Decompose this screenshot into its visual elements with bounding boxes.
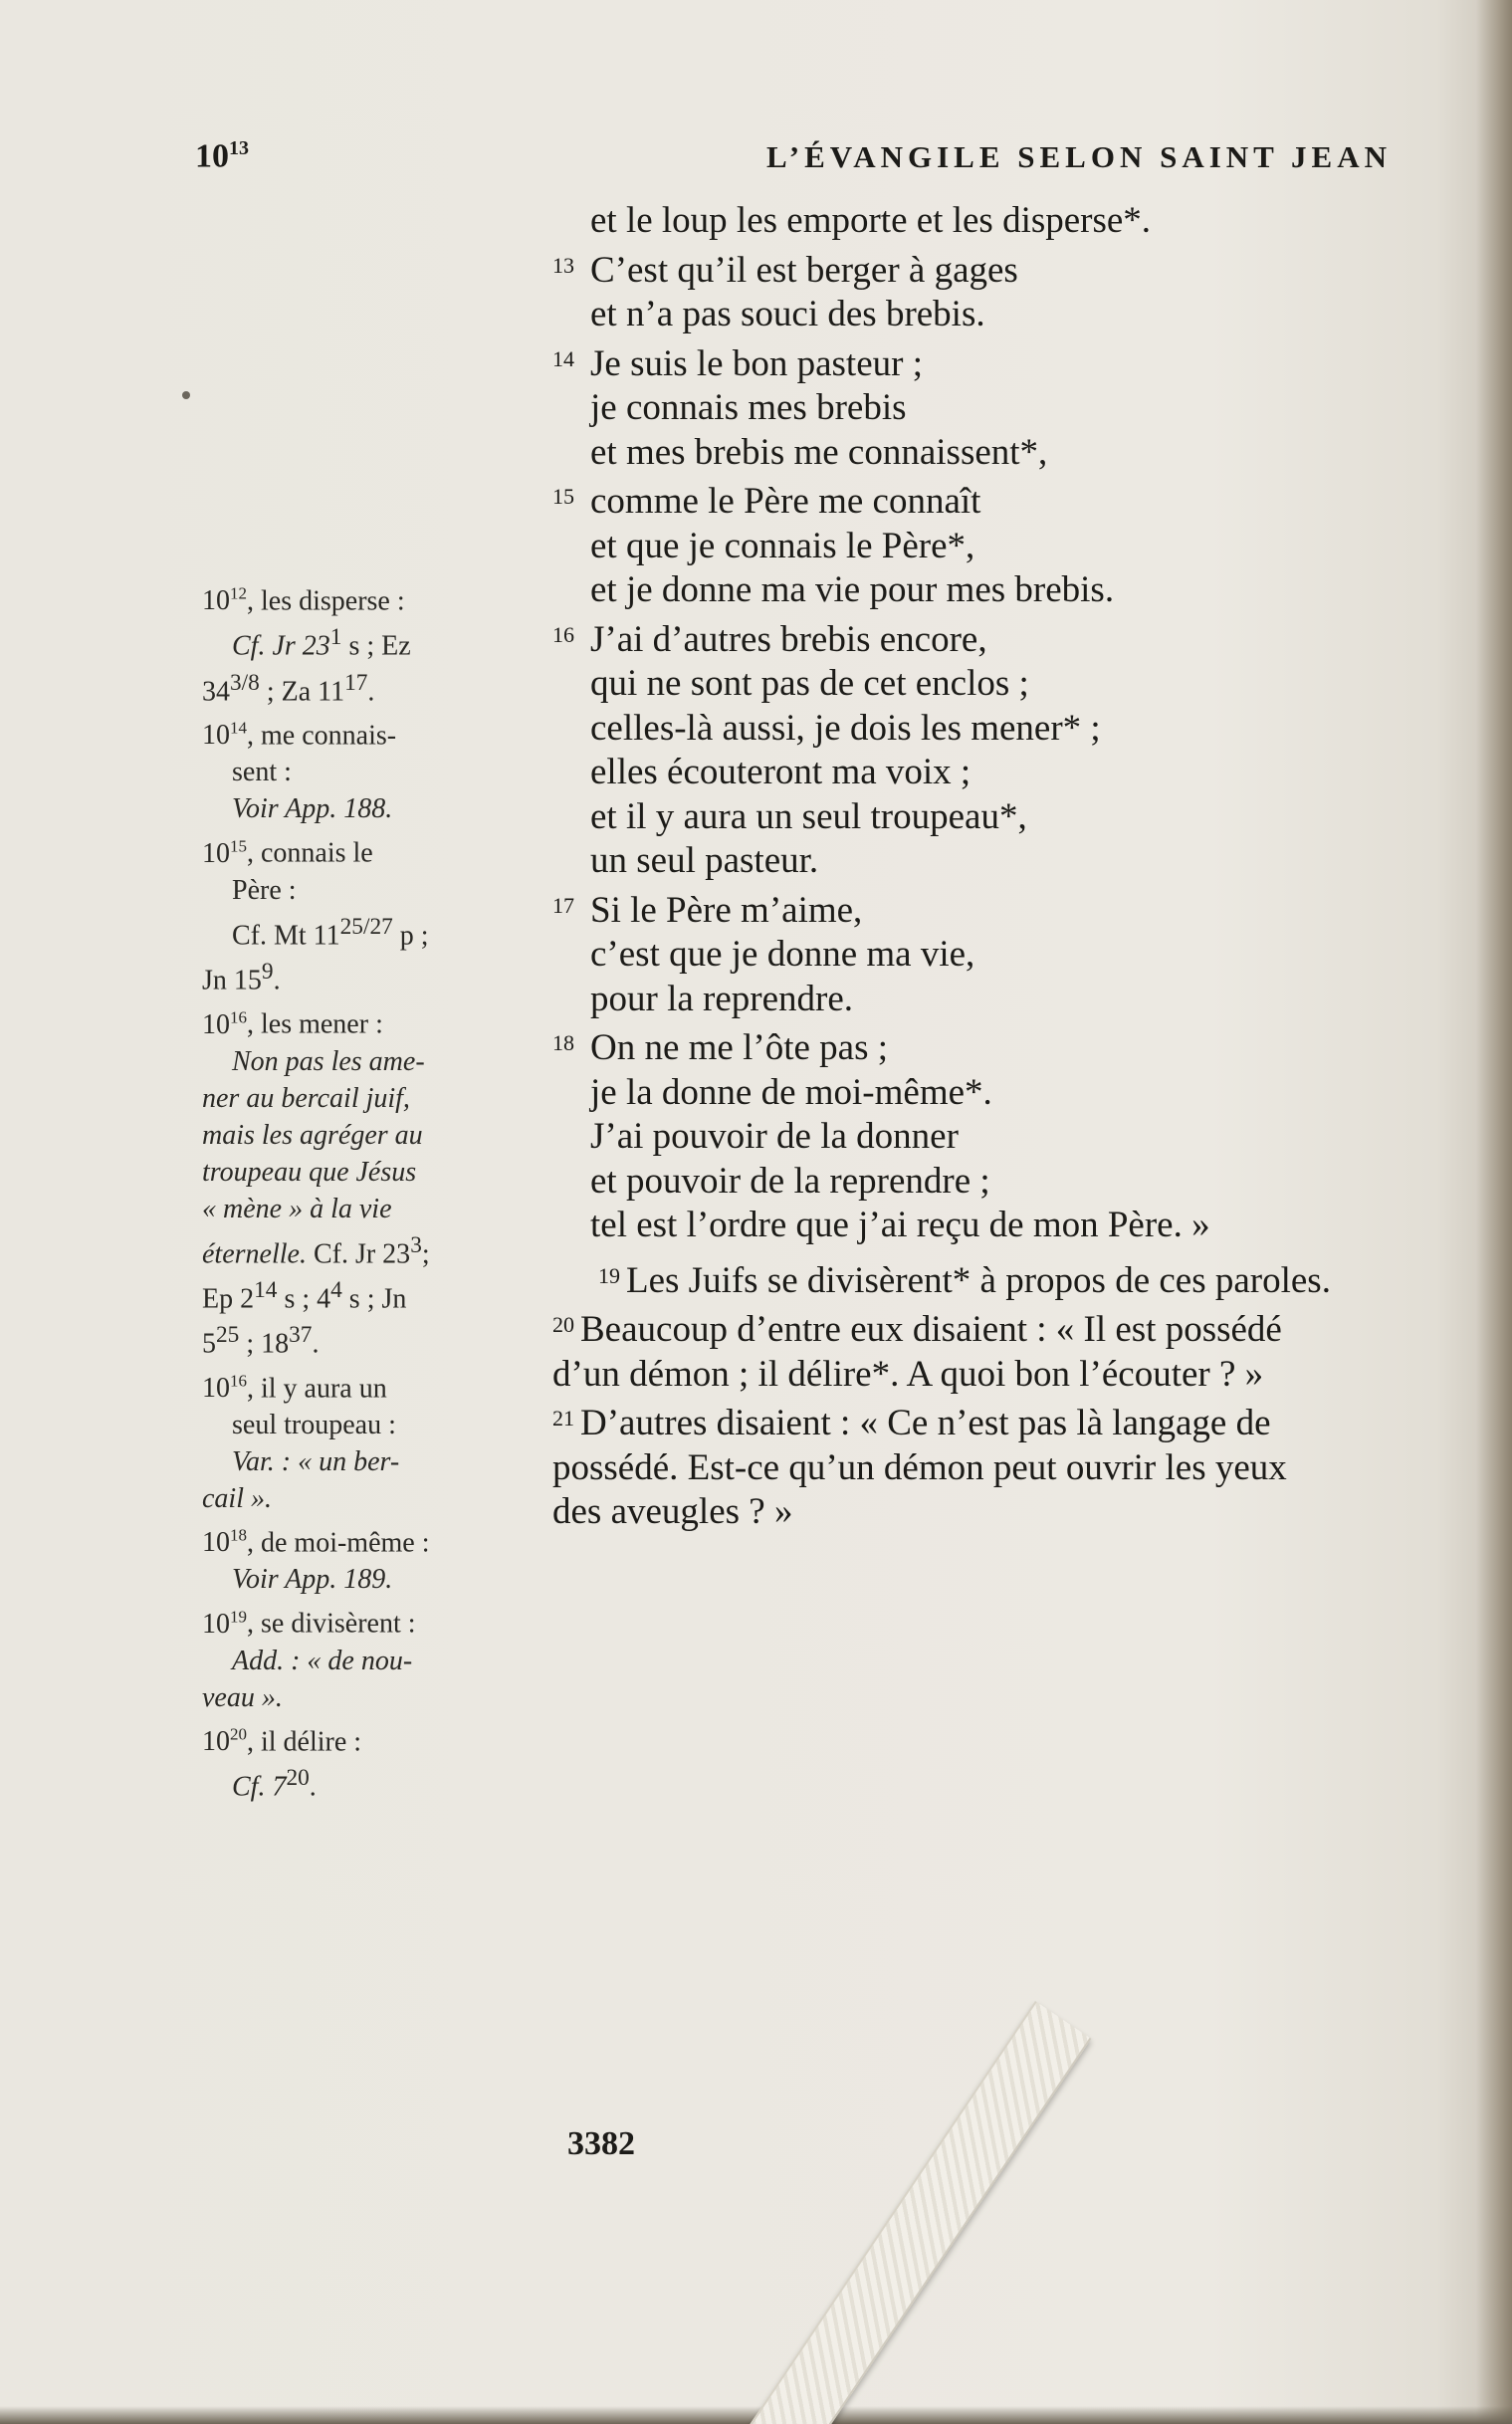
text-line: je connais mes brebis xyxy=(590,387,907,428)
verse-number: 21 xyxy=(552,1406,574,1431)
note-line: Voir App. 189. xyxy=(232,1564,393,1596)
note-line: cail ». xyxy=(202,1482,272,1514)
text-line: celles-là aussi, je dois les mener* ; xyxy=(590,707,1101,749)
note-line: « mène » à la vie xyxy=(202,1193,392,1224)
note-line: Cf. Mt $11^{25/27}$ p ; xyxy=(232,913,429,951)
text-line: d’un démon ; il délire*. A quoi bon l’écouter ? » xyxy=(552,1353,1264,1395)
note-line: $10^{14}$, me connais- xyxy=(202,718,397,752)
text-line: $^{19}$ Les Juifs se divisèrent* à propos de ces paroles. xyxy=(598,1259,1331,1301)
note-line: $5^{25}$ ; $18^{37}$. xyxy=(202,1322,320,1360)
text-line: 15 comme le Père me connaît xyxy=(552,475,1468,525)
margin-dot-mark xyxy=(182,391,190,399)
note-line: troupeau que Jésus xyxy=(202,1156,417,1188)
text-line: 13 C’est qu’il est berger à gages xyxy=(552,244,1468,294)
text-line: possédé. Est-ce qu’un démon peut ouvrir les yeux xyxy=(552,1446,1287,1488)
text-line: et je donne ma vie pour mes brebis. xyxy=(590,569,1115,610)
note-line: seul troupeau : xyxy=(232,1409,396,1440)
running-title: L’ÉVANGILE SELON SAINT JEAN xyxy=(765,139,1392,174)
note-line: Ep $2^{14}$ s ; $4^4$ s ; Jn xyxy=(202,1276,407,1315)
verse-number: 20 xyxy=(552,1312,574,1337)
note-line: éternelle. Cf. Jr $23^3$; xyxy=(202,1231,430,1269)
verse-number: 18 xyxy=(552,1030,574,1055)
text-line: elles écouteront ma voix ; xyxy=(590,752,972,792)
text-line: $^{20}$ Beaucoup d’entre eux disaient : « Il est possédé xyxy=(552,1309,1282,1350)
note-line: $10^{16}$, les mener : xyxy=(202,1007,383,1040)
note-line: $10^{19}$, se divisèrent : xyxy=(202,1607,416,1640)
page-number: 3382 xyxy=(567,2125,635,2162)
note-line: $10^{15}$, connais le xyxy=(202,836,373,869)
note-line: mais les agréger au xyxy=(202,1119,423,1151)
note-line: Voir App. 188. xyxy=(232,793,393,825)
note-line: Var. : « un ber- xyxy=(232,1445,400,1477)
text-line: c’est que je donne ma vie, xyxy=(590,934,975,975)
note-line: $34^{3/8}$ ; Za $11^{17}$. xyxy=(202,669,375,707)
text-line: et mes brebis me connaissent*, xyxy=(590,431,1048,473)
text-line: $^{21}$ D’autres disaient : « Ce n’est pas là langage de xyxy=(552,1403,1271,1443)
text-line: un seul pasteur. xyxy=(590,840,819,881)
note-line: Cf. Jr $23^1$ s ; Ez xyxy=(232,624,411,662)
text-line: 14 Je suis le bon pasteur ; xyxy=(552,337,1468,387)
verse-number: 17 xyxy=(552,892,574,918)
text-line: pour la reprendre. xyxy=(590,978,854,1019)
text-line: et il y aura un seul troupeau*, xyxy=(590,795,1027,837)
note-line: Père : xyxy=(232,874,297,906)
note-line: Cf. $7^{20}$. xyxy=(232,1764,317,1803)
text-line: 16 J’ai d’autres brebis encore, xyxy=(552,613,1468,663)
text-line: 18 On ne me l’ôte pas ; xyxy=(552,1021,1468,1071)
note-line: ner au bercail juif, xyxy=(202,1082,410,1114)
verse-number: 15 xyxy=(552,484,574,509)
margin-notes xyxy=(202,575,531,1805)
text-line: et n’a pas souci des brebis. xyxy=(590,294,985,334)
text-line: des aveugles ? » xyxy=(552,1491,793,1532)
text-line: 17 Si le Père m’aime, xyxy=(552,884,1468,934)
text-line: J’ai pouvoir de la donner xyxy=(590,1116,959,1157)
verse-number: 16 xyxy=(552,621,574,647)
page-edge-shadow xyxy=(1476,0,1512,2424)
text-line: tel est l’ordre que j’ai reçu de mon Père. » xyxy=(590,1205,1210,1245)
note-line: Add. : « de nou- xyxy=(232,1645,413,1676)
note-line: Non pas les ame- xyxy=(232,1045,425,1077)
text-line: et pouvoir de la reprendre ; xyxy=(590,1160,990,1202)
note-line: $10^{12}$, les disperse : xyxy=(202,584,405,617)
note-line: $10^{16}$, il y aura un xyxy=(202,1371,387,1404)
verse-number: 13 xyxy=(552,252,574,278)
text-line: je la donne de moi-même*. xyxy=(590,1071,992,1113)
note-line: sent : xyxy=(232,757,292,788)
note-line: $10^{18}$, de moi-même : xyxy=(202,1525,430,1559)
ribbon-bookmark xyxy=(746,2001,1091,2424)
note-line: $10^{20}$, il délire : xyxy=(202,1724,362,1757)
text-line: qui ne sont pas de cet enclos ; xyxy=(590,663,1029,704)
chapter-reference: $10^{13}$ xyxy=(195,137,249,175)
verse-number: 14 xyxy=(552,345,574,371)
note-line: veau ». xyxy=(202,1681,283,1713)
text-line: et le loup les emporte et les disperse*. xyxy=(590,200,1152,241)
gospel-text xyxy=(552,199,1468,1535)
verse-number: 19 xyxy=(598,1262,620,1288)
note-line: Jn $15^9$. xyxy=(202,958,281,996)
text-line: et que je connais le Père*, xyxy=(590,525,975,566)
